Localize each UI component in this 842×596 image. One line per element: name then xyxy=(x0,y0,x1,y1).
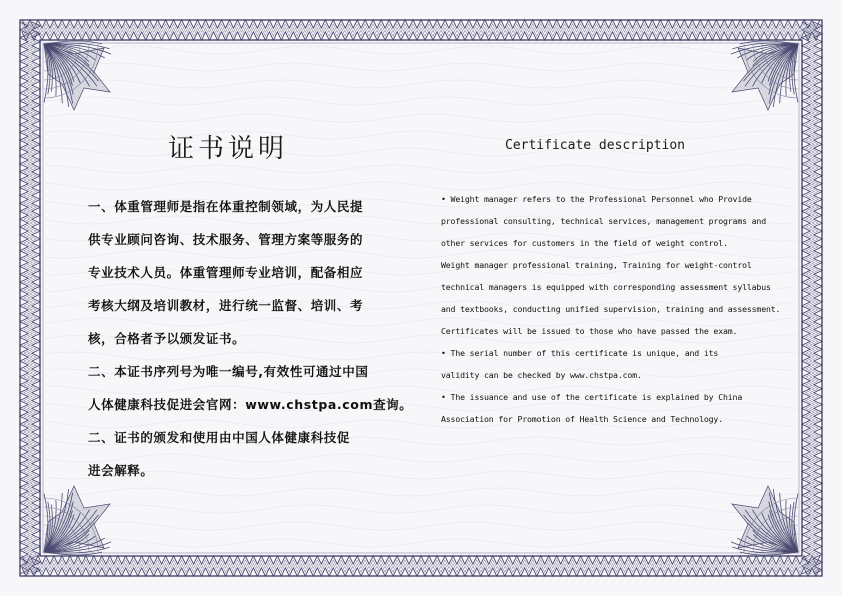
english-text-line: technical managers is equipped with corresponding assessment syllabus xyxy=(441,282,771,292)
chinese-text-line: 专业技术人员。体重管理师专业培训，配备相应 xyxy=(88,265,364,280)
chinese-text-line: 核，合格者予以颁发证书。 xyxy=(88,331,246,346)
corner-ornament xyxy=(731,41,798,110)
english-text-line: and textbooks, conducting unified supervision, training and assessment. xyxy=(441,304,781,314)
corner-ornament xyxy=(44,486,111,555)
chinese-text-line: 考核大纲及培训教材，进行统一监督、培训、考 xyxy=(88,298,364,313)
english-text-line: Association for Promotion of Health Science and Technology. xyxy=(441,414,723,424)
chinese-text-line: 进会解释。 xyxy=(88,463,154,478)
chinese-text-line: 一、体重管理师是指在体重控制领域，为人民提 xyxy=(88,199,364,214)
english-title: Certificate description xyxy=(505,138,686,153)
english-text-line: professional consulting, technical services, management programs and xyxy=(441,216,766,226)
chinese-text-line: 供专业顾问咨询、技术服务、管理方案等服务的 xyxy=(88,232,364,247)
corner-ornament xyxy=(731,486,798,555)
english-text-line: • Weight manager refers to the Professional Personnel who Provide xyxy=(441,194,752,204)
english-text-line: other services for customers in the field of weight control. xyxy=(441,238,728,248)
english-text-line: Weight manager professional training, Training for weight-control xyxy=(441,260,752,270)
chinese-text-line: 人体健康科技促进会官网：www.chstpa.com查询。 xyxy=(88,397,413,412)
chinese-text-line: 二、证书的颁发和使用由中国人体健康科技促 xyxy=(88,430,351,445)
english-text-line: validity can be checked by www.chstpa.com. xyxy=(441,370,642,380)
chinese-text-line: 二、本证书序列号为唯一编号,有效性可通过中国 xyxy=(88,364,369,379)
english-text-line: • The serial number of this certificate is unique, and its xyxy=(441,348,719,358)
english-text-line: • The issuance and use of the certificate is explained by China xyxy=(441,392,743,402)
english-description xyxy=(441,188,781,430)
chinese-description xyxy=(88,190,413,487)
english-text-line: Certificates will be issued to those who have passed the exam. xyxy=(441,326,738,336)
chinese-title: 证书说明 xyxy=(168,134,289,164)
